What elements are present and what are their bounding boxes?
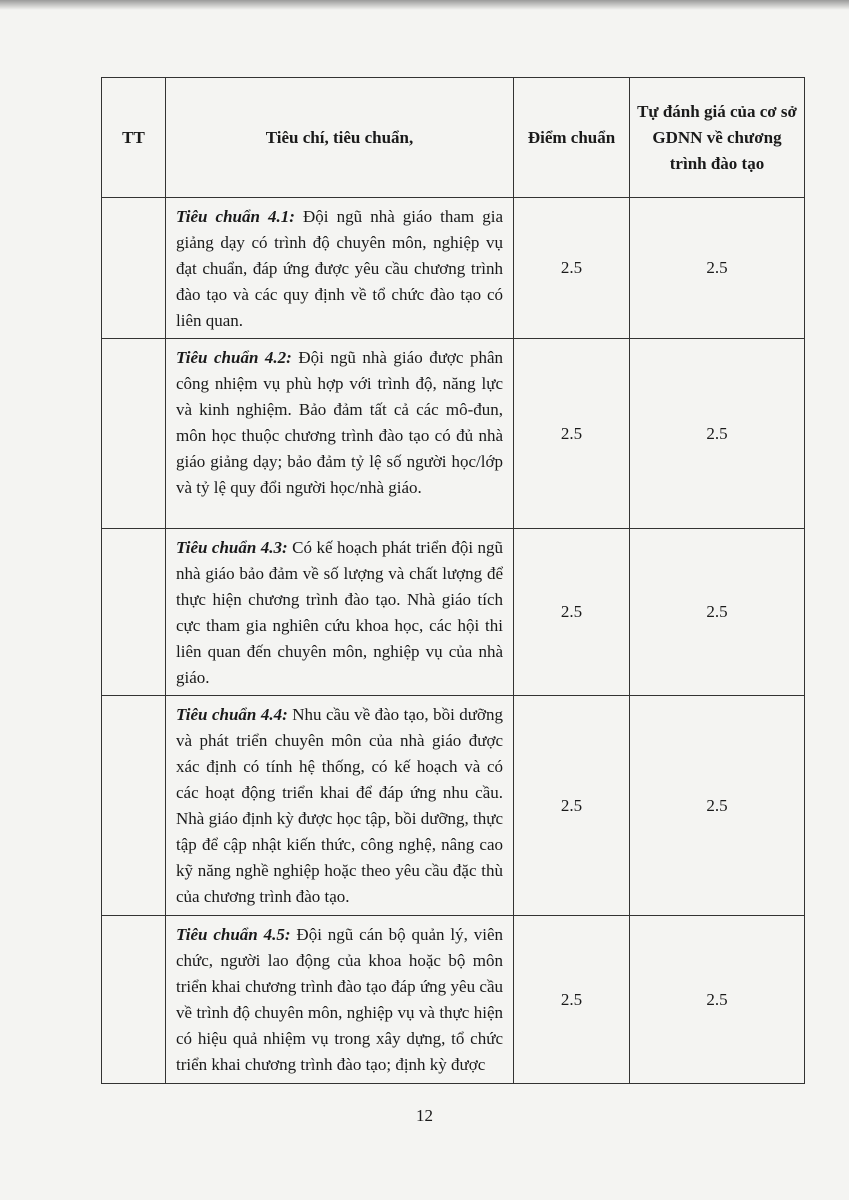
criteria-table [101,77,805,1084]
table-header-row [102,78,805,198]
criterion-text: Nhu cầu về đào tạo, bồi dưỡng và phát triển chuyên môn của nhà giáo được xác định có tính hệ thống, có kế hoạch và có các hoạt động triển khai để đáp ứng nhu cầu. Nhà giáo định kỳ được học tập, bồi dưỡng, thực tập để cập nhật kiến thức, công nghệ, nâng cao kỹ năng nghề nghiệp hoặc theo yêu cầu đặc thù của chương trình đào tạo. [176,705,504,906]
criterion-name: Tiêu chuẩn 4.5: [176,925,291,944]
table-row [102,339,805,529]
header-score: Điểm chuẩn [514,78,630,198]
row-tt [102,696,166,916]
criterion-cell [166,339,514,529]
self-eval-cell: 2.5 [630,339,805,529]
page-number: 12 [416,1106,433,1125]
criterion-name: Tiêu chuẩn 4.3: [176,538,288,557]
score-cell: 2.5 [514,198,630,339]
header-criteria: Tiêu chí, tiêu chuẩn, [166,78,514,198]
header-tt: TT [102,78,166,198]
self-eval-cell: 2.5 [630,529,805,696]
criterion-text: Có kế hoạch phát triển đội ngũ nhà giáo bảo đảm về số lượng và chất lượng để thực hiện chương trình đào tạo. Nhà giáo tích cực tham gia nghiên cứu khoa học, các hội thi liên quan đến chuyên môn, nghiệp vụ của nhà giáo. [176,538,503,687]
table-row [102,529,805,696]
criterion-text: Đội ngũ nhà giáo được phân công nhiệm vụ phù hợp với trình độ, năng lực và kinh nghiệm. Bảo đảm tất cả các mô-đun, môn học thuộc chương trình đào tạo có đủ nhà giáo giảng dạy; bảo đảm tỷ lệ số người học/lớp và tỷ lệ quy đổi người học/nhà giáo. [176,348,504,497]
criterion-text: Đội ngũ nhà giáo tham gia giảng dạy có trình độ chuyên môn, nghiệp vụ đạt chuẩn, đáp ứng được yêu cầu chương trình đào tạo và các quy định về tổ chức đào tạo có liên quan. [176,207,503,330]
table-row [102,198,805,339]
row-tt [102,529,166,696]
row-tt [102,916,166,1084]
criterion-name: Tiêu chuẩn 4.1: [176,207,295,226]
table-row [102,916,805,1084]
table-row [102,696,805,916]
score-cell: 2.5 [514,696,630,916]
score-cell: 2.5 [514,916,630,1084]
criterion-cell [166,696,514,916]
score-cell: 2.5 [514,529,630,696]
header-self-evaluation: Tự đánh giá của cơ sở GDNN về chương trình đào tạo [630,78,805,198]
self-eval-cell: 2.5 [630,916,805,1084]
criterion-cell [166,916,514,1084]
criterion-text: Đội ngũ cán bộ quản lý, viên chức, người lao động của khoa hoặc bộ môn triển khai chương trình đào tạo đáp ứng yêu cầu về trình độ chuyên môn, nghiệp vụ và thực hiện có hiệu quả nhiệm vụ trong xây dựng, tổ chức triển khai chương trình đào tạo; định kỳ được [176,925,504,1074]
self-eval-cell: 2.5 [630,198,805,339]
criterion-name: Tiêu chuẩn 4.4: [176,705,288,724]
criterion-name: Tiêu chuẩn 4.2: [176,348,292,367]
criterion-cell [166,529,514,696]
score-cell: 2.5 [514,339,630,529]
row-tt [102,339,166,529]
row-tt [102,198,166,339]
self-eval-cell: 2.5 [630,696,805,916]
criterion-cell [166,198,514,339]
scan-edge-shadow [0,0,849,10]
